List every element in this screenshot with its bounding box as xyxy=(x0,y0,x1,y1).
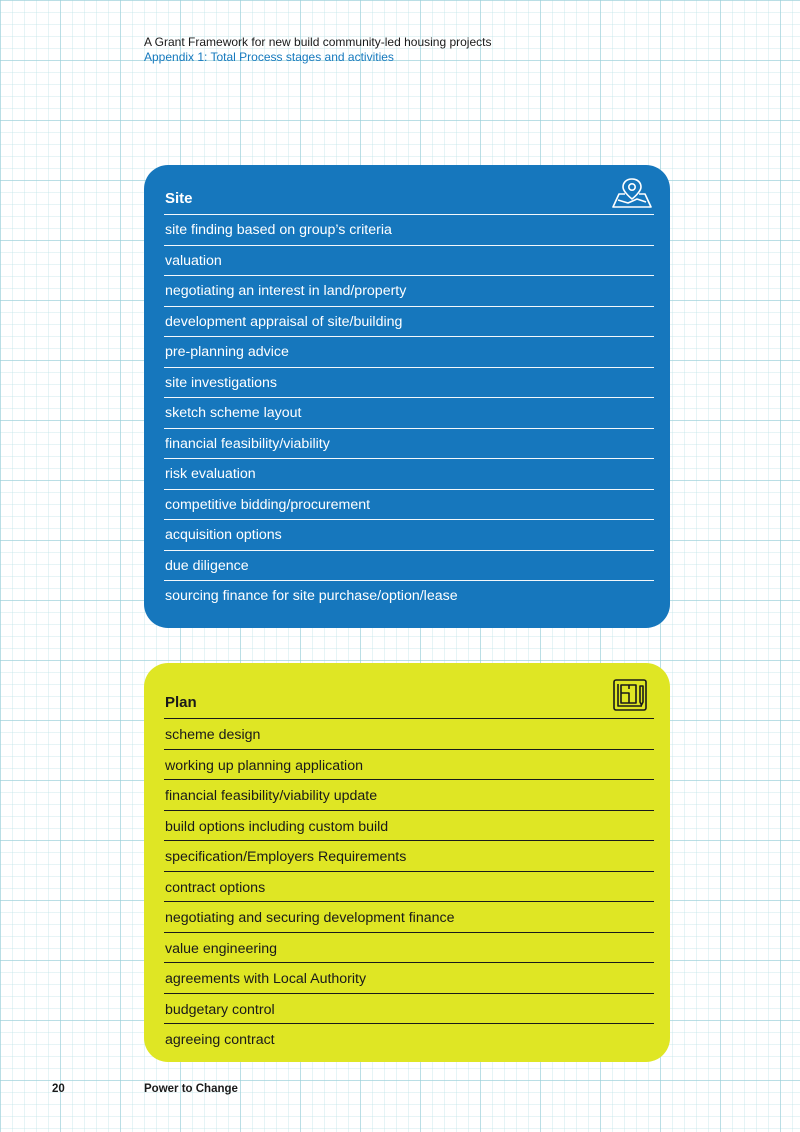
list-item: site finding based on group’s criteria xyxy=(164,215,654,246)
list-item: financial feasibility/viability xyxy=(164,429,654,460)
map-pin-icon xyxy=(612,177,652,209)
plan-title: Plan xyxy=(165,694,197,711)
list-item: scheme design xyxy=(164,719,654,750)
list-item: acquisition options xyxy=(164,520,654,551)
list-item: negotiating and securing development finance xyxy=(164,902,654,933)
list-item: sketch scheme layout xyxy=(164,398,654,429)
list-item: budgetary control xyxy=(164,994,654,1025)
page-number: 20 xyxy=(52,1083,65,1095)
plan-title-row xyxy=(164,663,654,719)
site-title: Site xyxy=(165,190,193,207)
list-item: sourcing finance for site purchase/option/lease xyxy=(165,588,458,604)
site-title-row xyxy=(164,165,654,215)
list-item: agreements with Local Authority xyxy=(164,963,654,994)
plan-stage-card xyxy=(144,663,670,1062)
organisation-name: Power to Change xyxy=(144,1083,238,1095)
list-item: site investigations xyxy=(164,368,654,399)
list-item: due diligence xyxy=(164,551,654,582)
plan-activity-list xyxy=(164,719,654,1055)
list-item: build options including custom build xyxy=(164,811,654,842)
site-stage-card xyxy=(144,165,670,628)
list-item: pre-planning advice xyxy=(164,337,654,368)
list-item: financial feasibility/viability update xyxy=(164,780,654,811)
document-header xyxy=(144,35,491,65)
list-item: development appraisal of site/building xyxy=(164,307,654,338)
list-item: value engineering xyxy=(164,933,654,964)
list-item: negotiating an interest in land/property xyxy=(164,276,654,307)
list-item: risk evaluation xyxy=(164,459,654,490)
list-item: contract options xyxy=(164,872,654,903)
document-title: A Grant Framework for new build community-led housing projects xyxy=(144,35,492,49)
site-activity-list xyxy=(164,215,654,612)
list-item: working up planning application xyxy=(164,750,654,781)
list-item: specification/Employers Requirements xyxy=(164,841,654,872)
document-subtitle: Appendix 1: Total Process stages and activities xyxy=(144,50,394,64)
list-item: agreeing contract xyxy=(165,1032,275,1048)
list-item: valuation xyxy=(164,246,654,277)
blueprint-icon xyxy=(612,677,648,713)
list-item: competitive bidding/procurement xyxy=(164,490,654,521)
